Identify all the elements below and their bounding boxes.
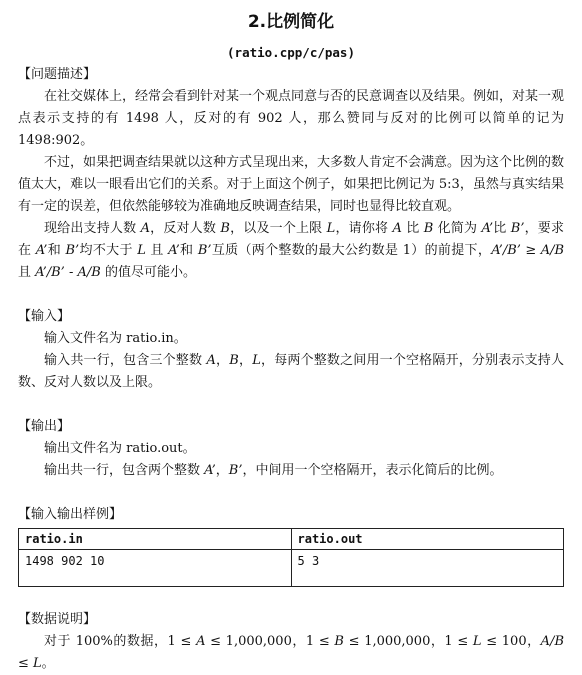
input-heading: 【输入】: [18, 309, 71, 324]
column-header-input: ratio.in: [19, 529, 292, 550]
text-run: 现给出支持人数: [44, 221, 141, 236]
text-run: ，每两个整数之间用一个空格隔开，分别表示支持人数、反对人数以及上限。: [18, 353, 564, 390]
text-run: -: [64, 265, 78, 280]
text-run: 输入共一行，包含三个整数: [44, 353, 207, 368]
text-run: 对于 100%的数据，1 ≤: [44, 634, 197, 649]
expr-ratio-prime: A’/B’: [491, 243, 521, 258]
sample-input-cell: 1498 902 10: [19, 550, 292, 587]
problem-paragraph-3: [18, 218, 564, 284]
text-run: ，以及一个上限: [229, 221, 327, 236]
var-b: B: [423, 221, 434, 236]
var-b: B: [334, 634, 344, 649]
sample-heading: 【输入输出样例】: [18, 507, 123, 522]
notes-heading: 【数据说明】: [18, 612, 97, 627]
file-names: (ratio.cpp/c/pas): [227, 45, 355, 60]
var-l: L: [33, 656, 42, 671]
var-l: L: [326, 221, 336, 236]
problem-paragraph-1: 在社交媒体上，经常会看到针对某一个观点同意与否的民意调查以及结果。例如，对某一观点表示支持的有 1498 人，反对的有 902 人，那么赞同与反对的比例可以简单的记为1498:902。: [18, 89, 565, 148]
table-header-row: [19, 529, 564, 550]
spacer: [18, 482, 564, 504]
var-b-prime: B’: [228, 463, 243, 478]
text-run: 比: [493, 221, 511, 236]
var-b-prime: B’: [510, 221, 525, 236]
text-run: ≤ 100，: [481, 634, 541, 649]
text-run: ，请你将: [335, 221, 393, 236]
sample-table: [18, 528, 564, 587]
output-paragraph-2: [18, 460, 564, 482]
notes-paragraph: [18, 631, 564, 675]
expr-ratio: A/B: [540, 634, 564, 649]
var-b-prime: B’: [197, 243, 212, 258]
var-a-prime: A’: [168, 243, 180, 258]
text-run: 互质（两个整数的最大公约数是 1）的前提下，: [211, 243, 492, 258]
text-run: 且: [18, 265, 36, 280]
text-run: ≤: [18, 656, 34, 671]
page-title: 2.比例简化: [247, 12, 335, 32]
text-run: ，: [215, 463, 229, 478]
var-a-prime: A’: [204, 463, 216, 478]
text-run: 和: [47, 243, 66, 258]
text-run: 输出共一行，包含两个整数: [44, 463, 205, 478]
text-run: ≤ 1,000,000，1 ≤: [343, 634, 473, 649]
table-row: [19, 550, 564, 587]
var-l: L: [137, 243, 146, 258]
var-b-prime: B’: [65, 243, 80, 258]
spacer: [18, 284, 564, 306]
spacer: [18, 587, 564, 609]
text-run: ，: [238, 353, 253, 368]
var-a-prime: A’: [481, 221, 494, 236]
var-a: A: [392, 221, 402, 236]
problem-heading: 【问题描述】: [18, 67, 97, 82]
var-a: A: [206, 353, 216, 368]
text-run: 的值尽可能小。: [100, 265, 196, 280]
input-paragraph-2: [18, 350, 564, 394]
output-heading: 【输出】: [18, 419, 71, 434]
text-run: 。: [41, 656, 55, 671]
text-run: 均不大于: [79, 243, 138, 258]
var-a: A: [140, 221, 150, 236]
var-a-prime: A’: [35, 243, 48, 258]
expr-ratio: A/B: [77, 265, 101, 280]
column-header-output: ratio.out: [291, 529, 564, 550]
var-b: B: [220, 221, 230, 236]
text-run: ≤ 1,000,000，1 ≤: [205, 634, 335, 649]
problem-statement: [18, 8, 564, 675]
var-l: L: [472, 634, 482, 649]
expr-ratio: A/B: [540, 243, 565, 258]
var-a: A: [196, 634, 206, 649]
text-run: 且: [145, 243, 169, 258]
text-run: 和: [179, 243, 198, 258]
var-b: B: [229, 353, 239, 368]
problem-paragraph-2: 不过，如果把调查结果就以这种方式呈现出来，大多数人肯定不会满意。因为这个比例的数值太大，难以一眼看出它们的关系。对于上面这个例子，如果把比例记为 5:3，虽然与真实结果有一定的误差，但依然能够较为准确地反映调查结果，同时也显得比较直观。: [18, 155, 565, 214]
var-l: L: [252, 353, 261, 368]
text-run: ，: [215, 353, 230, 368]
input-paragraph-1: 输入文件名为 ratio.in。: [44, 331, 187, 346]
expr-ratio-prime: A’/B’: [35, 265, 65, 280]
text-run: ，要求在: [18, 221, 564, 258]
sample-output-cell: 5 3: [291, 550, 564, 587]
spacer: [18, 394, 564, 416]
text-run: 比: [401, 221, 424, 236]
text-run: 化简为: [433, 221, 482, 236]
text-run: ≥: [520, 243, 541, 258]
text-run: ，中间用一个空格隔开，表示化简后的比例。: [242, 463, 503, 478]
output-paragraph-1: 输出文件名为 ratio.out。: [44, 441, 196, 456]
text-run: ，反对人数: [149, 221, 221, 236]
